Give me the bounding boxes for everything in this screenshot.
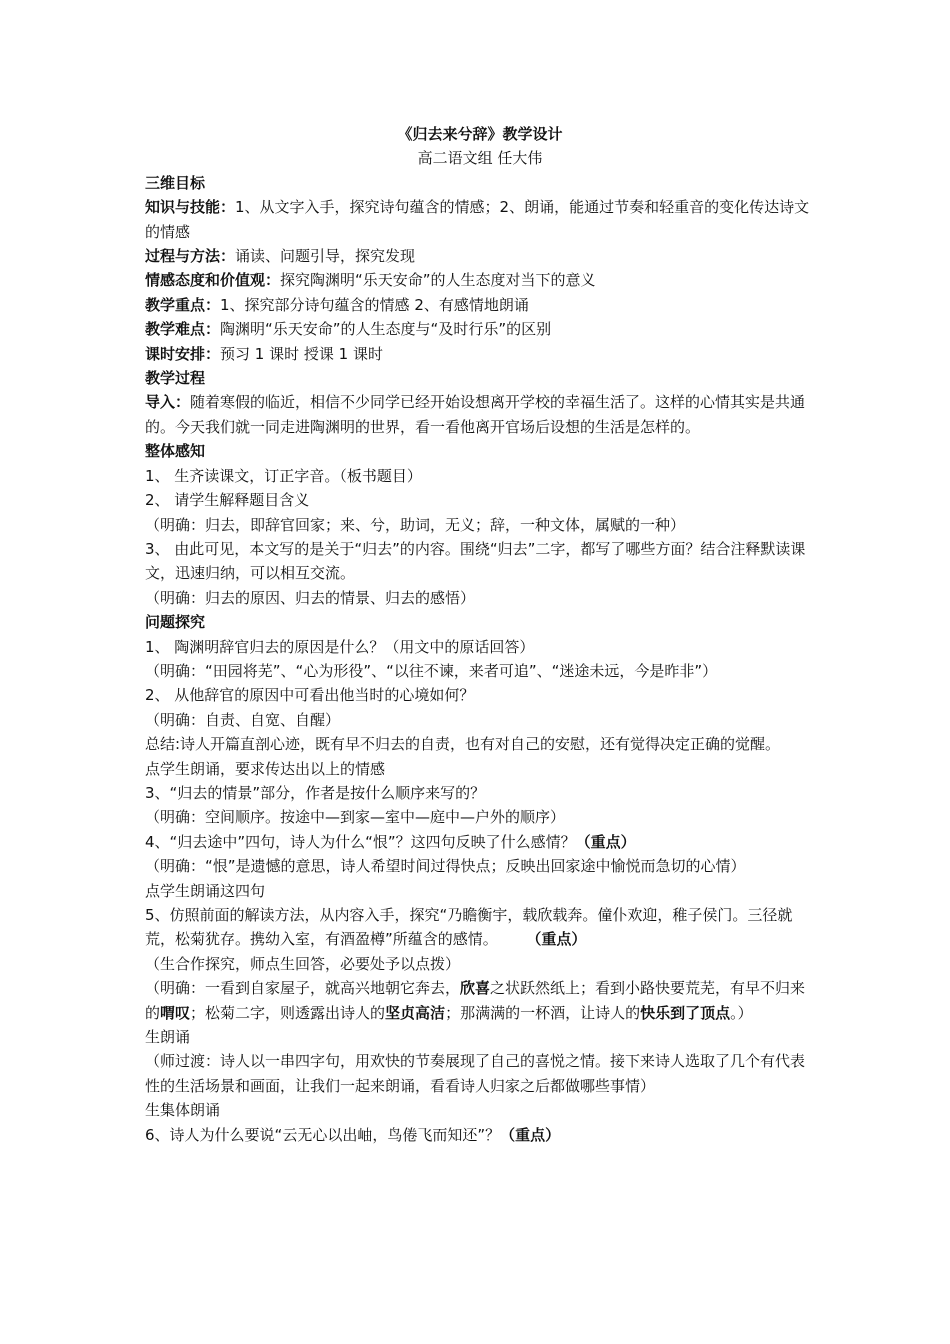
question-6-text: 6、诗人为什么要说“云无心以出岫，鸟倦飞而知还”？: [145, 1125, 501, 1144]
class-schedule: [145, 342, 815, 366]
process-text: 诵读、问题引导，探究发现: [235, 247, 416, 266]
recite-instruction-1: 点学生朗诵，要求传达出以上的情感: [145, 759, 386, 778]
document-body: [145, 122, 815, 1147]
key-mark: （重点）: [526, 930, 587, 949]
inquiry-heading: 问题探究: [145, 613, 206, 632]
question-5-text: 5、仿照前面的解读方法，从内容入手，探究“乃瞻衡宇，载欣载奔。僮仆欢迎，稚子侯门。三径就荒，松菊犹存。携幼入室，有酒盈樽”所蕴含的感情。: [145, 906, 793, 949]
answer-5-bold-2: 喟叹: [160, 1003, 191, 1022]
cooperation-note: （生合作探究，师点生回答，必要处予以点拨）: [145, 954, 461, 973]
emotion-label: 情感态度和价值观：: [145, 271, 281, 290]
difficulty-text: 陶渊明“乐天安命”的人生态度与“及时行乐”的区别: [220, 320, 552, 339]
emotion-text: 探究陶渊明“乐天安命”的人生态度对当下的意义: [280, 271, 596, 290]
inquiry-summary: 总结:诗人开篇直剖心迹，既有早不归去的自责，也有对自己的安慰，还有觉得决定正确的觉醒。: [145, 735, 781, 754]
doc-title: 《归去来兮辞》教学设计: [397, 125, 563, 143]
teaching-difficulties: [145, 317, 815, 341]
overall-heading: 整体感知: [145, 442, 206, 461]
inquiry-answer-2: （明确：自责、自宽、自醒）: [145, 710, 341, 729]
inquiry-question-2: 2、 从他辞官的原因中可看出他当时的心境如何？: [145, 686, 475, 705]
inquiry-answer-5: [145, 976, 815, 1025]
objective-process: [145, 244, 815, 268]
overall-item-1: 1、 生齐读课文，订正字音。（板书题目）: [145, 466, 422, 485]
knowledge-label: 知识与技能：: [145, 198, 236, 217]
answer-5-part-1: （明确：一看到自家屋子，就高兴地朝它奔去，: [145, 979, 461, 998]
inquiry-question-3: 3、“归去的情景”部分，作者是按什么顺序来写的？: [145, 783, 486, 802]
inquiry-question-1: 1、 陶渊明辞官归去的原因是什么？（用文中的原话回答）: [145, 637, 535, 656]
overall-item-3: 3、 由此可见，本文写的是关于“归去”的内容。围绕“归去”二字，都写了哪些方面？结合注释默读课文，迅速归纳，可以相互交流。: [145, 539, 806, 583]
recite-instruction-4: 生集体朗诵: [145, 1101, 221, 1120]
objectives-heading: 三维目标: [145, 173, 206, 192]
inquiry-answer-1: （明确：“田园将芜”、“心为形役”、“以往不谏，来者可追”、“迷途未远，今是昨非”）: [145, 661, 718, 680]
recite-instruction-2: 点学生朗诵这四句: [145, 881, 266, 900]
overall-item-2: 2、 请学生解释题目含义: [145, 491, 310, 510]
answer-5-bold-4: 快乐到了顶点: [640, 1003, 731, 1022]
inquiry-answer-3: （明确：空间顺序。按途中—到家—室中—庭中—户外的顺序）: [145, 808, 566, 827]
answer-5-bold-3: 坚贞高洁: [385, 1003, 446, 1022]
schedule-text: 预习 1 课时 授课 1 课时: [220, 344, 383, 363]
overall-answer-3: （明确：归去的原因、归去的情景、归去的感悟）: [145, 588, 476, 607]
difficulty-label: 教学难点：: [145, 320, 221, 339]
key-label: 教学重点：: [145, 295, 221, 314]
objective-emotion: [145, 268, 815, 292]
answer-5-bold-1: 欣喜: [460, 979, 491, 998]
inquiry-answer-4: （明确：“恨”是遗憾的意思，诗人希望时间过得快点；反映出回家途中愉悦而急切的心情）: [145, 857, 746, 876]
answer-5-part-3: ；松菊二字，则透露出诗人的: [190, 1003, 386, 1022]
inquiry-question-5: [145, 903, 815, 952]
doc-author: 高二语文组 任大伟: [417, 149, 543, 168]
process-label: 过程与方法：: [145, 247, 236, 266]
intro-label: 导入：: [145, 393, 191, 412]
intro-text: 随着寒假的临近，相信不少同学已经开始设想离开学校的幸福生活了。这样的心情其实是共通的。今天我们就一同走进陶渊明的世界，看一看他离开官场后设想的生活是怎样的。: [145, 393, 806, 436]
schedule-label: 课时安排：: [145, 344, 221, 363]
answer-5-part-2: 之状跃然纸上；看到小路快要荒芜，有早不归来的: [145, 979, 806, 1022]
answer-5-part-5: 。）: [730, 1003, 753, 1022]
inquiry-question-6: [145, 1123, 815, 1147]
intro-paragraph: [145, 390, 815, 439]
key-mark: （重点）: [500, 1125, 561, 1144]
teaching-key-points: [145, 293, 815, 317]
knowledge-text: 1、从文字入手，探究诗句蕴含的情感；2、朗诵，能通过节奏和轻重音的变化传达诗文的情感: [145, 198, 810, 241]
answer-5-part-4: ；那满满的一杯酒，让诗人的: [445, 1003, 641, 1022]
teacher-transition: （师过渡：诗人以一串四字句，用欢快的节奏展现了自己的喜悦之情。接下来诗人选取了几个有代表性的生活场景和画面，让我们一起来朗诵，看看诗人归家之后都做哪些事情）: [145, 1052, 806, 1095]
question-4-text: 4、“归去途中”四句，诗人为什么“恨”？这四句反映了什么感情？: [145, 832, 576, 851]
overall-answer-2: （明确：归去，即辞官回家；来、兮，助词，无义；辞，一种文体，属赋的一种）: [145, 515, 686, 534]
process-heading: 教学过程: [145, 369, 206, 388]
recite-instruction-3: 生朗诵: [145, 1028, 191, 1047]
objective-knowledge: [145, 195, 815, 244]
key-mark: （重点）: [575, 832, 636, 851]
key-text: 1、探究部分诗句蕴含的情感 2、有感情地朗诵: [220, 295, 529, 314]
inquiry-question-4: [145, 830, 815, 854]
